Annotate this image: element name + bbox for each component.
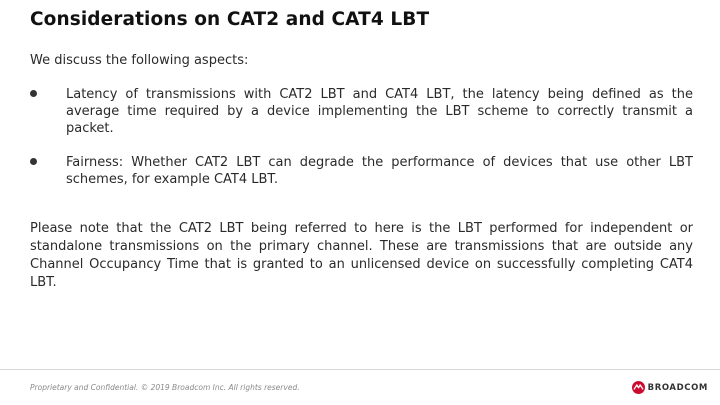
note-paragraph: Please note that the CAT2 LBT being referred to here is the LBT performed for independent or standalone transmissions on the primary channel. These are transmissions that are outside any Channel Occupancy Time that is granted to an unlicensed device on successfully completing CAT4 LBT. [30, 221, 693, 290]
bullet-item-fairness [30, 154, 693, 188]
footer-copyright: Proprietary and Confidential. © 2019 Broadcom Inc. All rights reserved. [30, 383, 300, 392]
bullet-text: Latency of transmissions with CAT2 LBT and CAT4 LBT, the latency being defined as the average time required by a device implementing the LBT scheme to correctly transmit a packet. [66, 87, 693, 136]
broadcom-logo-icon [632, 381, 645, 394]
bullet-text: Fairness: Whether CAT2 LBT can degrade the performance of devices that use other LBT schemes, for example CAT4 LBT. [66, 155, 693, 187]
intro-text: We discuss the following aspects: [30, 53, 249, 68]
logo-text: BROADCOM [647, 382, 708, 393]
bullet-list [30, 86, 693, 188]
footer-divider [0, 369, 720, 370]
broadcom-logo [632, 381, 708, 394]
bullet-dot-icon [30, 158, 37, 165]
bullet-item-latency [30, 86, 693, 137]
bullet-dot-icon [30, 90, 37, 97]
slide-title: Considerations on CAT2 and CAT4 LBT [30, 9, 430, 30]
